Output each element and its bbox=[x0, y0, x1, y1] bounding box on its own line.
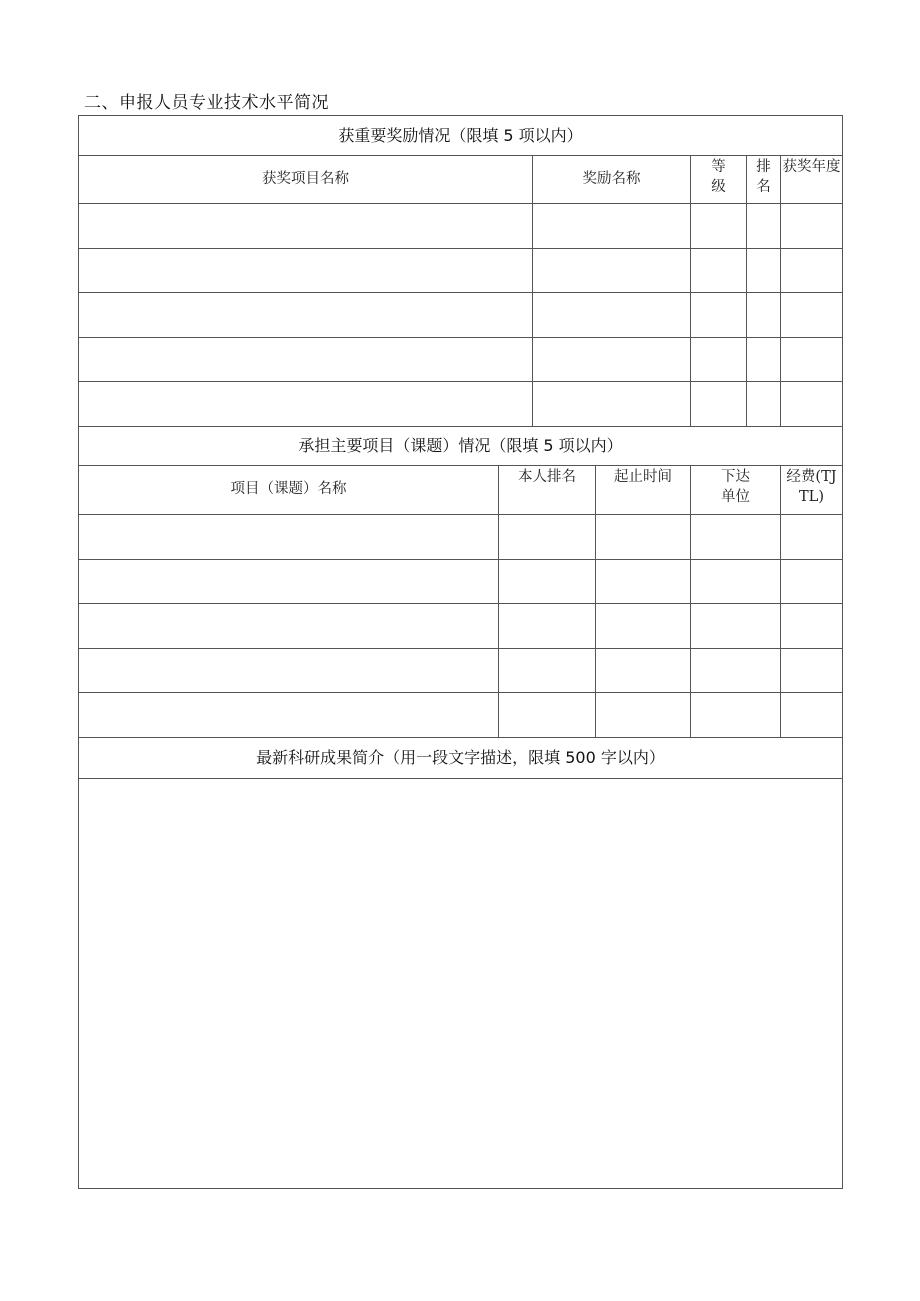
table-row bbox=[79, 249, 843, 293]
research-content-area[interactable] bbox=[79, 779, 843, 1189]
table-row bbox=[79, 649, 843, 693]
projects-cell-rank[interactable] bbox=[499, 693, 596, 738]
projects-cell-funding[interactable] bbox=[781, 604, 843, 649]
projects-cell-name[interactable] bbox=[79, 649, 499, 693]
awards-col-project-name: 获奖项目名称 bbox=[79, 156, 533, 204]
awards-cell-year[interactable] bbox=[781, 204, 843, 249]
table-row bbox=[79, 693, 843, 738]
awards-cell-rank[interactable] bbox=[747, 382, 781, 427]
projects-col-rank: 本人排名 bbox=[499, 466, 596, 515]
projects-cell-rank[interactable] bbox=[499, 560, 596, 604]
projects-cell-issuer[interactable] bbox=[691, 515, 781, 560]
awards-cell-level[interactable] bbox=[691, 338, 747, 382]
projects-cell-funding[interactable] bbox=[781, 515, 843, 560]
awards-cell-year[interactable] bbox=[781, 382, 843, 427]
projects-cell-period[interactable] bbox=[596, 560, 691, 604]
table-row bbox=[79, 560, 843, 604]
projects-cell-funding[interactable] bbox=[781, 693, 843, 738]
table-row bbox=[79, 338, 843, 382]
projects-cell-name[interactable] bbox=[79, 693, 499, 738]
awards-cell-project[interactable] bbox=[79, 249, 533, 293]
awards-col-year: 获奖年度 bbox=[781, 156, 843, 204]
table-row bbox=[79, 204, 843, 249]
projects-cell-funding[interactable] bbox=[781, 560, 843, 604]
awards-col-award-name: 奖励名称 bbox=[533, 156, 691, 204]
projects-cell-name[interactable] bbox=[79, 560, 499, 604]
awards-cell-project[interactable] bbox=[79, 382, 533, 427]
awards-cell-rank[interactable] bbox=[747, 338, 781, 382]
awards-col-level: 等级 bbox=[691, 156, 747, 204]
projects-cell-issuer[interactable] bbox=[691, 693, 781, 738]
projects-cell-period[interactable] bbox=[596, 515, 691, 560]
awards-cell-project[interactable] bbox=[79, 204, 533, 249]
awards-cell-award[interactable] bbox=[533, 293, 691, 338]
projects-cell-rank[interactable] bbox=[499, 515, 596, 560]
projects-cell-rank[interactable] bbox=[499, 604, 596, 649]
awards-cell-rank[interactable] bbox=[747, 293, 781, 338]
projects-cell-name[interactable] bbox=[79, 515, 499, 560]
research-section-title: 最新科研成果简介（用一段文字描述，限填 500 字以内） bbox=[79, 738, 843, 779]
awards-cell-project[interactable] bbox=[79, 338, 533, 382]
projects-cell-issuer[interactable] bbox=[691, 649, 781, 693]
awards-cell-year[interactable] bbox=[781, 249, 843, 293]
projects-cell-period[interactable] bbox=[596, 649, 691, 693]
awards-cell-project[interactable] bbox=[79, 293, 533, 338]
projects-cell-period[interactable] bbox=[596, 604, 691, 649]
form-table bbox=[78, 115, 843, 1189]
awards-cell-year[interactable] bbox=[781, 338, 843, 382]
awards-cell-year[interactable] bbox=[781, 293, 843, 338]
awards-cell-award[interactable] bbox=[533, 204, 691, 249]
projects-col-funding: 经费(TJTL) bbox=[781, 466, 843, 515]
awards-cell-rank[interactable] bbox=[747, 249, 781, 293]
table-row bbox=[79, 515, 843, 560]
awards-col-rank: 排名 bbox=[747, 156, 781, 204]
table-row bbox=[79, 604, 843, 649]
awards-cell-award[interactable] bbox=[533, 338, 691, 382]
awards-cell-award[interactable] bbox=[533, 249, 691, 293]
projects-cell-issuer[interactable] bbox=[691, 604, 781, 649]
projects-col-name: 项目（课题）名称 bbox=[79, 466, 499, 515]
projects-col-period: 起止时间 bbox=[596, 466, 691, 515]
projects-cell-name[interactable] bbox=[79, 604, 499, 649]
projects-cell-rank[interactable] bbox=[499, 649, 596, 693]
page-heading: 二、申报人员专业技术水平简况 bbox=[84, 93, 329, 113]
awards-cell-level[interactable] bbox=[691, 249, 747, 293]
projects-cell-funding[interactable] bbox=[781, 649, 843, 693]
projects-col-issuer: 下达单位 bbox=[691, 466, 781, 515]
awards-section-title: 获重要奖励情况（限填 5 项以内） bbox=[79, 116, 843, 156]
projects-cell-period[interactable] bbox=[596, 693, 691, 738]
awards-cell-level[interactable] bbox=[691, 293, 747, 338]
awards-cell-award[interactable] bbox=[533, 382, 691, 427]
table-row bbox=[79, 382, 843, 427]
awards-cell-level[interactable] bbox=[691, 382, 747, 427]
projects-cell-issuer[interactable] bbox=[691, 560, 781, 604]
projects-section-title: 承担主要项目（课题）情况（限填 5 项以内） bbox=[79, 427, 843, 466]
table-row bbox=[79, 293, 843, 338]
awards-cell-level[interactable] bbox=[691, 204, 747, 249]
awards-cell-rank[interactable] bbox=[747, 204, 781, 249]
